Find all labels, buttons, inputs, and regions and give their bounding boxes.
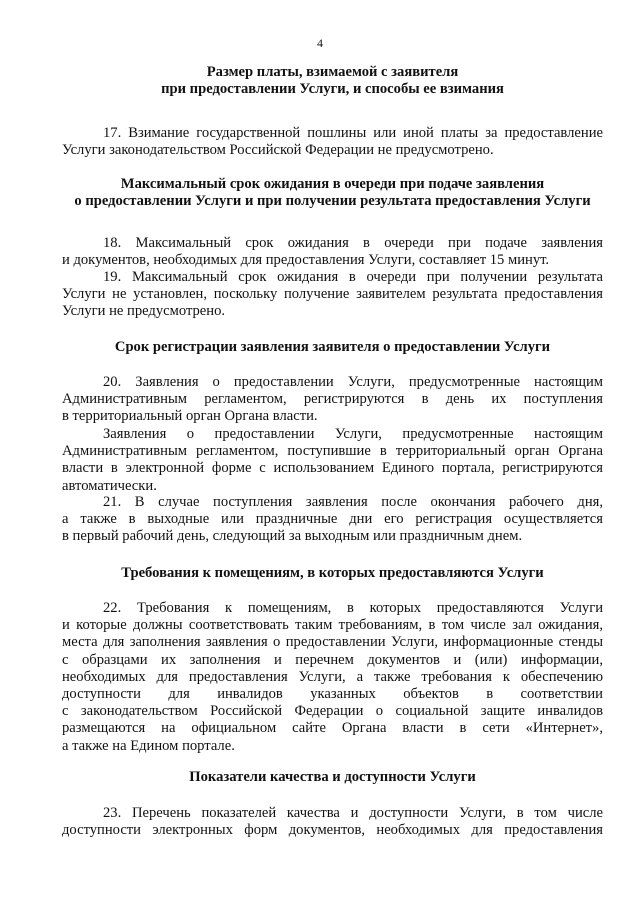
paragraph-20-continued <box>62 426 603 495</box>
paragraph-line: а также на Едином портале. <box>62 737 235 754</box>
paragraph-line: необходимых для предоставления Услуги, а также требования к обеспечению <box>62 668 603 685</box>
heading-line: Срок регистрации заявления заявителя о предоставлении Услуги <box>114 339 551 355</box>
paragraph-line: 22. Требования к помещениям, в которых предоставляются Услуги <box>103 600 603 616</box>
paragraph-20 <box>62 374 603 426</box>
paragraph-line: власти в электронной форме с использованием Единого портала, регистрируются <box>62 460 603 477</box>
heading-line: Требования к помещениям, в которых предоставляются Услуги <box>121 565 544 581</box>
page-number: 4 <box>317 36 323 50</box>
section-heading-registration <box>50 339 615 356</box>
paragraph-line: и документов, необходимых для предоставления Услуги, составляет 15 минут. <box>62 252 550 269</box>
paragraph-line: 18. Максимальный срок ожидания в очереди при подаче заявления <box>103 235 603 251</box>
paragraph-line: и которые должны соответствовать таким требованиям, в том числе зал ожидания, <box>62 617 603 634</box>
heading-line: Максимальный срок ожидания в очереди при подаче заявления <box>120 176 545 192</box>
paragraph-line: с законодательством Российской Федерации о социальной защите инвалидов <box>62 703 603 720</box>
paragraph-19 <box>62 269 603 321</box>
paragraph-line: автоматически. <box>62 477 157 494</box>
paragraph-23 <box>62 805 603 839</box>
paragraph-line: Административным регламентом, поступившие в территориальный орган Органа <box>62 443 603 460</box>
paragraph-22 <box>62 600 603 755</box>
paragraph-line: 17. Взимание государственной пошлины или иной платы за предоставление <box>103 125 603 141</box>
paragraph-line: доступности электронных форм документов, необходимых для предоставления <box>62 822 603 839</box>
paragraph-line: доступности для инвалидов указанных объектов в соответствии <box>62 686 603 703</box>
section-heading-quality <box>50 769 615 786</box>
paragraph-line: а также в выходные или праздничные дни его регистрация осуществляется <box>62 511 603 528</box>
paragraph-line: размещаются на официальном сайте Органа власти в сети «Интернет», <box>62 720 603 737</box>
paragraph-line: 23. Перечень показателей качества и доступности Услуги, в том числе <box>103 805 603 821</box>
section-heading-fee <box>50 64 615 98</box>
paragraph-line: Услуги законодательством Российской Федерации не предусмотрено. <box>62 142 494 159</box>
heading-line: Показатели качества и доступности Услуги <box>189 769 476 785</box>
paragraph-line: 20. Заявления о предоставлении Услуги, предусмотренные настоящим <box>103 374 603 390</box>
paragraph-line: 19. Максимальный срок ожидания в очереди при получении результата <box>103 269 603 285</box>
paragraph-17 <box>62 125 603 159</box>
paragraph-line: в территориальный орган Органа власти. <box>62 408 318 425</box>
paragraph-line: с образцами их заполнения и перечнем документов и (или) информации, <box>62 651 603 668</box>
paragraph-line: Заявления о предоставлении Услуги, предусмотренные настоящим <box>103 426 603 442</box>
heading-line: о предоставлении Услуги и при получении результата предоставления Услуги <box>74 193 591 210</box>
heading-line: при предоставлении Услуги, и способы ее взимания <box>161 81 504 98</box>
paragraph-line: 21. В случае поступления заявления после окончания рабочего дня, <box>103 494 603 510</box>
section-heading-queue-time <box>50 176 615 210</box>
paragraph-line: Услуги не предусмотрено. <box>62 303 226 320</box>
paragraph-18 <box>62 235 603 269</box>
heading-line: Размер платы, взимаемой с заявителя <box>206 64 459 80</box>
paragraph-line: Административным регламентом, регистрируются в день их поступления <box>62 391 603 408</box>
paragraph-line: Услуги не установлен, поскольку получение заявителем результата предоставления <box>62 286 603 303</box>
section-heading-premises <box>50 565 615 582</box>
paragraph-line: места для заполнения заявления о предоставлении Услуги, информационные стенды <box>62 634 603 651</box>
paragraph-line: в первый рабочий день, следующий за выходным или праздничным днем. <box>62 528 523 545</box>
paragraph-21 <box>62 494 603 546</box>
